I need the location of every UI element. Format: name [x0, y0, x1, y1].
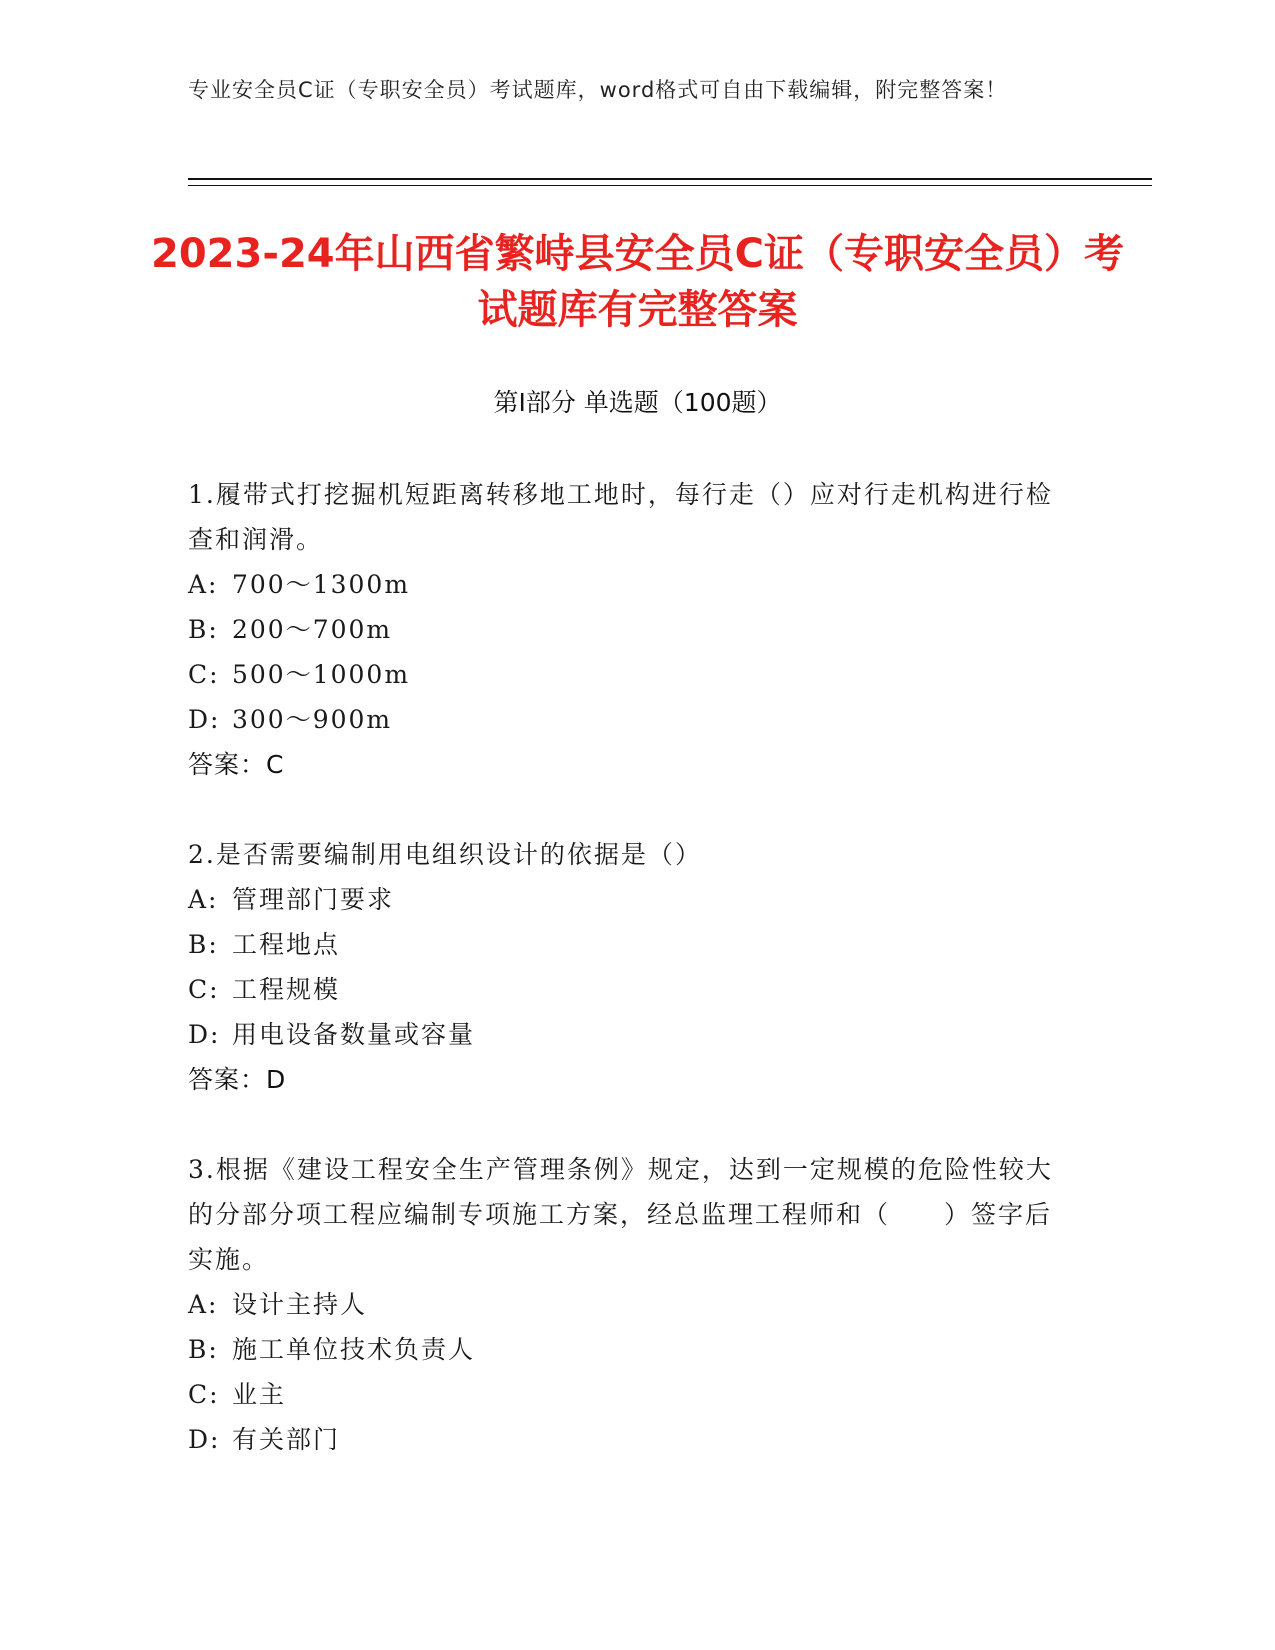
question-spacer: [188, 1102, 1068, 1147]
option-c: [188, 1372, 1068, 1417]
section-title: 第I部分 单选题（100题）: [493, 388, 782, 417]
option-a: [188, 877, 1068, 922]
option-text: 设计主持人: [232, 1290, 368, 1319]
option-key: D:: [188, 1020, 221, 1049]
option-a: [188, 1282, 1068, 1327]
option-d: [188, 697, 1068, 742]
option-text: 工程规模: [232, 975, 341, 1004]
option-text: 500～1000m: [232, 660, 411, 689]
option-b: [188, 1327, 1068, 1372]
option-key: A:: [188, 1290, 219, 1319]
option-key: C:: [188, 660, 220, 689]
option-text: 工程地点: [232, 930, 341, 959]
option-text: 300～900m: [232, 705, 393, 734]
question-list: [188, 472, 1068, 1462]
option-key: D:: [188, 1425, 221, 1454]
question-2: [188, 832, 1068, 1102]
document-title: 2023-24年山西省繁峙县安全员C证（专职安全员）考试题库有完整答案: [151, 231, 1124, 333]
option-text: 业主: [232, 1380, 287, 1409]
question-3: [188, 1147, 1068, 1462]
question-spacer: [188, 787, 1068, 832]
option-b: [188, 922, 1068, 967]
answer-line: 答案：D: [188, 1065, 287, 1094]
option-key: D:: [188, 705, 221, 734]
option-c: [188, 967, 1068, 1012]
option-b: [188, 607, 1068, 652]
option-c: [188, 652, 1068, 697]
option-d: [188, 1417, 1068, 1462]
option-key: B:: [188, 615, 219, 644]
option-text: 200～700m: [232, 615, 393, 644]
option-text: 有关部门: [232, 1425, 341, 1454]
option-key: B:: [188, 1335, 219, 1364]
option-text: 用电设备数量或容量: [232, 1020, 476, 1049]
question-stem: 2.是否需要编制用电组织设计的依据是（）: [188, 840, 702, 869]
option-a: [188, 562, 1068, 607]
answer-line: 答案：C: [188, 750, 285, 779]
option-text: 施工单位技术负责人: [232, 1335, 476, 1364]
header-rule-thick: [188, 178, 1152, 180]
question-stem: 1.履带式打挖掘机短距离转移地工地时，每行走（）应对行走机构进行检查和润滑。: [188, 480, 1053, 554]
option-key: C:: [188, 1380, 220, 1409]
option-key: A:: [188, 885, 219, 914]
header-rule-thin: [188, 185, 1152, 186]
option-d: [188, 1012, 1068, 1057]
option-key: C:: [188, 975, 220, 1004]
option-key: A:: [188, 570, 219, 599]
option-key: B:: [188, 930, 219, 959]
option-text: 管理部门要求: [232, 885, 395, 914]
header-note: 专业安全员C证（专职安全员）考试题库，word格式可自由下载编辑，附完整答案！: [188, 78, 1008, 102]
question-1: [188, 472, 1068, 787]
question-stem: 3.根据《建设工程安全生产管理条例》规定，达到一定规模的危险性较大的分部分项工程应编制专项施工方案，经总监理工程师和（ ）签字后实施。: [188, 1155, 1053, 1274]
option-text: 700～1300m: [232, 570, 411, 599]
